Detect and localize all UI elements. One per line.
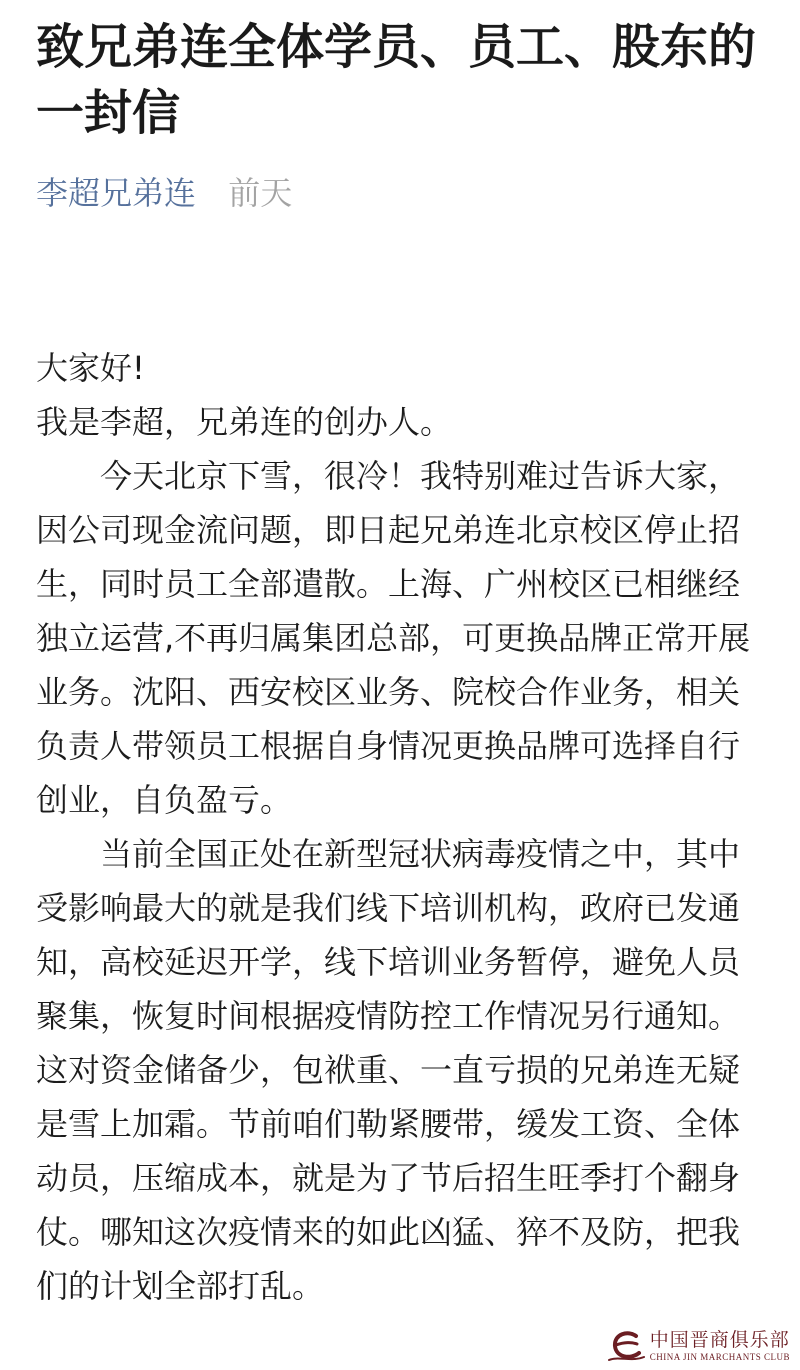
paragraph-2: 当前全国正处在新型冠状病毒疫情之中，其中受影响最大的就是我们线下培训机构，政府已发通知，高校延迟开学，线下培训业务暂停，避免人员聚集，恢复时间根据疫情防控工作情况另行通知。这对资金储备少，包袱重、一直亏损的兄弟连无疑是雪上加霜。节前咱们勒紧腰带，缓发工资、全体动员，压缩成本，就是为了节后招生旺季打个翻身仗。哪知这次疫情来的如此凶猛、猝不及防，把我们的计划全部打乱。: [36, 835, 741, 1305]
intro-line: 我是李超，兄弟连的创办人。: [36, 403, 453, 441]
source-watermark: [606, 1326, 790, 1366]
paragraph-1: 今天北京下雪，很冷！我特别难过告诉大家，因公司现金流问题，即日起兄弟连北京校区停止招生，同时员工全部遣散。上海、广州校区已相继经独立运营,不再归属集团总部，可更换品牌正常开展业务。沈阳、西安校区业务、院校合作业务，相关负责人带领员工根据自身情况更换品牌可选择自行创业，自负盈亏。: [36, 457, 751, 819]
article-meta: [36, 166, 292, 220]
article-body: [36, 341, 766, 1313]
publish-date: 前天: [228, 174, 293, 212]
calligraphy-e-logo-icon: [606, 1326, 646, 1366]
greeting-line: 大家好!: [36, 349, 145, 387]
watermark-en-text: CHINA JIN MARCHANTS CLUB: [649, 1352, 790, 1362]
watermark-cn-text: 中国晋商俱乐部: [649, 1329, 790, 1351]
author-link[interactable]: 李超兄弟连: [36, 174, 197, 212]
article-title: 致兄弟连全体学员、员工、股东的一封信: [36, 19, 757, 141]
